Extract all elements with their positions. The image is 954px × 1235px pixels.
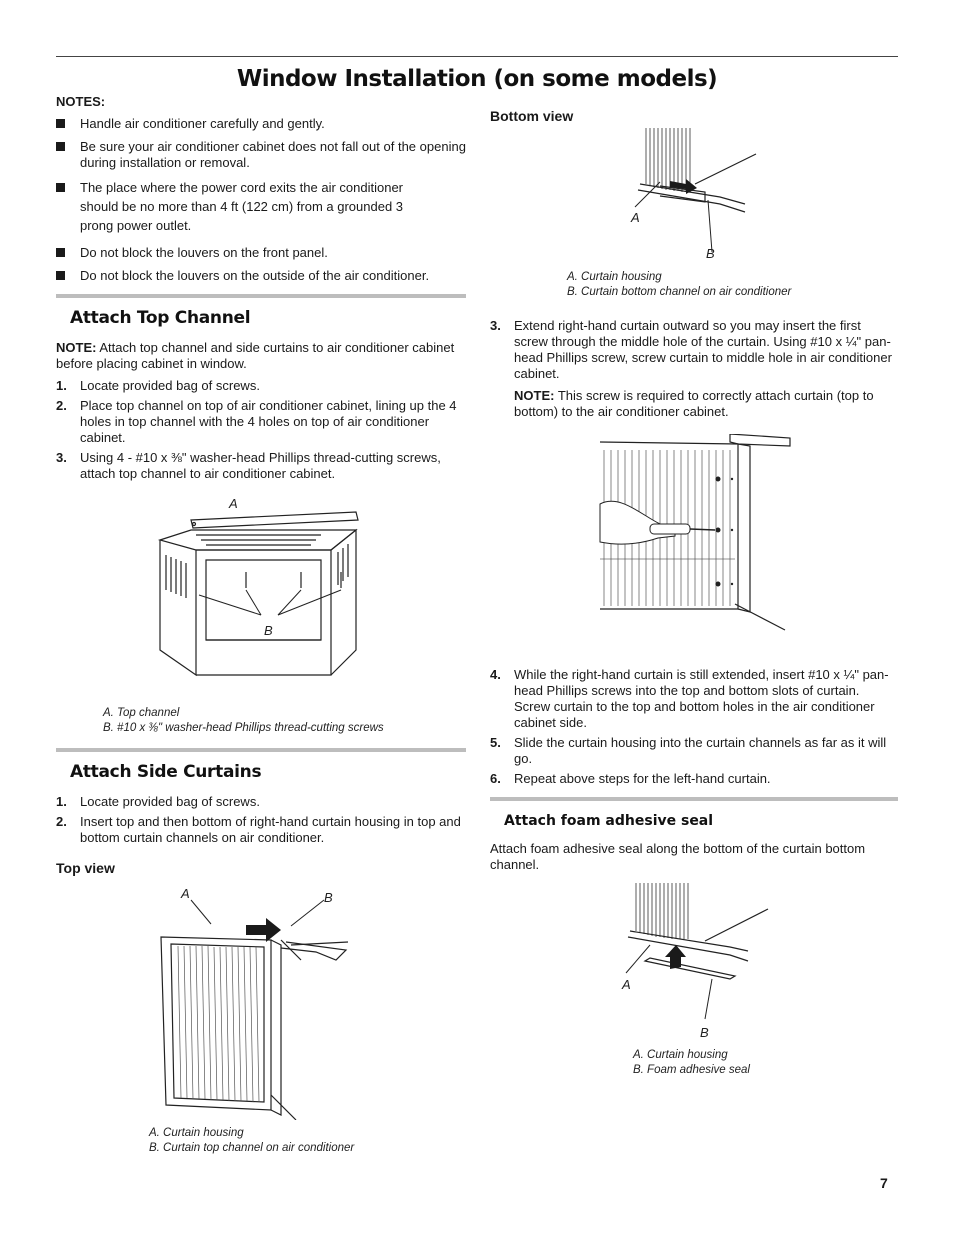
section-divider [490, 797, 898, 801]
side-curtain-steps [56, 794, 466, 846]
section-heading-foam-seal: Attach foam adhesive seal [504, 813, 714, 829]
list-item: Do not block the louvers on the outside of the air conditioner. [56, 268, 466, 284]
list-item: 3. Using 4 - #10 x ⅜" washer-head Phillips thread-cutting screws, attach top channel to air conditioner cabinet. [56, 450, 441, 481]
top-channel-steps [56, 378, 466, 482]
foam-seal-illustration [490, 879, 898, 1044]
list-item: 4. While the right-hand curtain is still extended, insert #10 x ¼" pan-head Phillips screws into the top and bottom slots of curtain. Screw curtain to the top and bottom holes in the air conditioner cabinet side. [490, 667, 889, 730]
foam-seal-text: Attach foam adhesive seal along the bottom of the curtain bottom channel. [490, 841, 866, 872]
figure-label-a: A [631, 210, 640, 225]
list-item: 2. Place top channel on top of air conditioner cabinet, lining up the 4 holes in top channel with the 4 holes on top of air conditioner cabinet. [56, 398, 457, 445]
square-bullet-icon [56, 248, 65, 257]
figure-label-a: A [622, 977, 631, 992]
section-heading-attach-side-curtains: Attach Side Curtains [70, 762, 262, 782]
figure-label-b: B [324, 890, 333, 905]
square-bullet-icon [56, 119, 65, 128]
list-item: Handle air conditioner carefully and gently. [56, 116, 466, 132]
page-number: 7 [880, 1175, 888, 1191]
top-view-illustration [56, 880, 466, 1120]
figure-label-b: B [706, 246, 715, 261]
notes-heading: NOTES: [56, 94, 106, 109]
figure-caption: A. Curtain housing B. Foam adhesive seal [633, 1049, 750, 1076]
figure-caption: A. Curtain housing B. Curtain bottom channel on air conditioner [567, 271, 792, 298]
list-item: Be sure your air conditioner cabinet does not fall out of the opening during installation or removal. [56, 139, 466, 171]
section-divider [56, 294, 466, 298]
figure-caption: A. Curtain housing B. Curtain top channel on air conditioner [149, 1127, 355, 1154]
figure-label-a: A [229, 496, 238, 511]
page-title: Window Installation (on some models) [236, 66, 718, 92]
right-column [490, 108, 898, 1078]
section-divider [56, 748, 466, 752]
figure-label-b: B [700, 1025, 709, 1040]
square-bullet-icon [56, 142, 65, 151]
curtain-screw-illustration [490, 434, 898, 649]
section-heading-attach-top-channel: Attach Top Channel [70, 308, 251, 328]
list-item: 2. Insert top and then bottom of right-hand curtain housing in top and bottom curtain channels on air conditioner. [56, 814, 461, 845]
figure-label-a: A [181, 886, 190, 901]
list-item: The place where the power cord exits the air conditioner should be no more than 4 ft (122 cm) from a grounded 3 prong power outlet. [56, 178, 466, 235]
list-item: 1. Locate provided bag of screws. [56, 378, 260, 393]
bottom-view-label: Bottom view [490, 108, 574, 124]
list-item: 3. Extend right-hand curtain outward so you may insert the first screw through the middle hole of the curtain. Using #10 x ¼" pan-head Phillips screw, screw curtain to middle hole in air conditioner cabinet. NOTE: This screw is required to correctly attach curtain (top to bottom) to the air conditioner cabinet. [490, 318, 898, 420]
square-bullet-icon [56, 271, 65, 280]
square-bullet-icon [56, 183, 65, 192]
left-column [56, 92, 466, 1156]
step-note: NOTE: This screw is required to correctly attach curtain (top to bottom) to the air conditioner cabinet. [514, 388, 874, 419]
list-item: Do not block the louvers on the front panel. [56, 245, 466, 261]
figure-caption: A. Top channel B. #10 x ⅜" washer-head Phillips thread-cutting screws [103, 707, 384, 734]
list-item: 1. Locate provided bag of screws. [56, 794, 260, 809]
curtain-steps [490, 318, 898, 420]
list-item: 5. Slide the curtain housing into the curtain channels as far as it will go. [490, 735, 887, 766]
notes-list [56, 116, 466, 284]
curtain-steps-continued [490, 667, 898, 787]
top-view-label: Top view [56, 860, 115, 876]
figure-label-b: B [264, 623, 273, 638]
bottom-view-illustration [490, 124, 898, 274]
top-rule [56, 56, 898, 57]
top-channel-note: NOTE: Attach top channel and side curtains to air conditioner cabinet before placing cabinet in window. [56, 340, 455, 371]
top-channel-illustration [56, 490, 466, 700]
list-item: 6. Repeat above steps for the left-hand curtain. [490, 771, 771, 786]
